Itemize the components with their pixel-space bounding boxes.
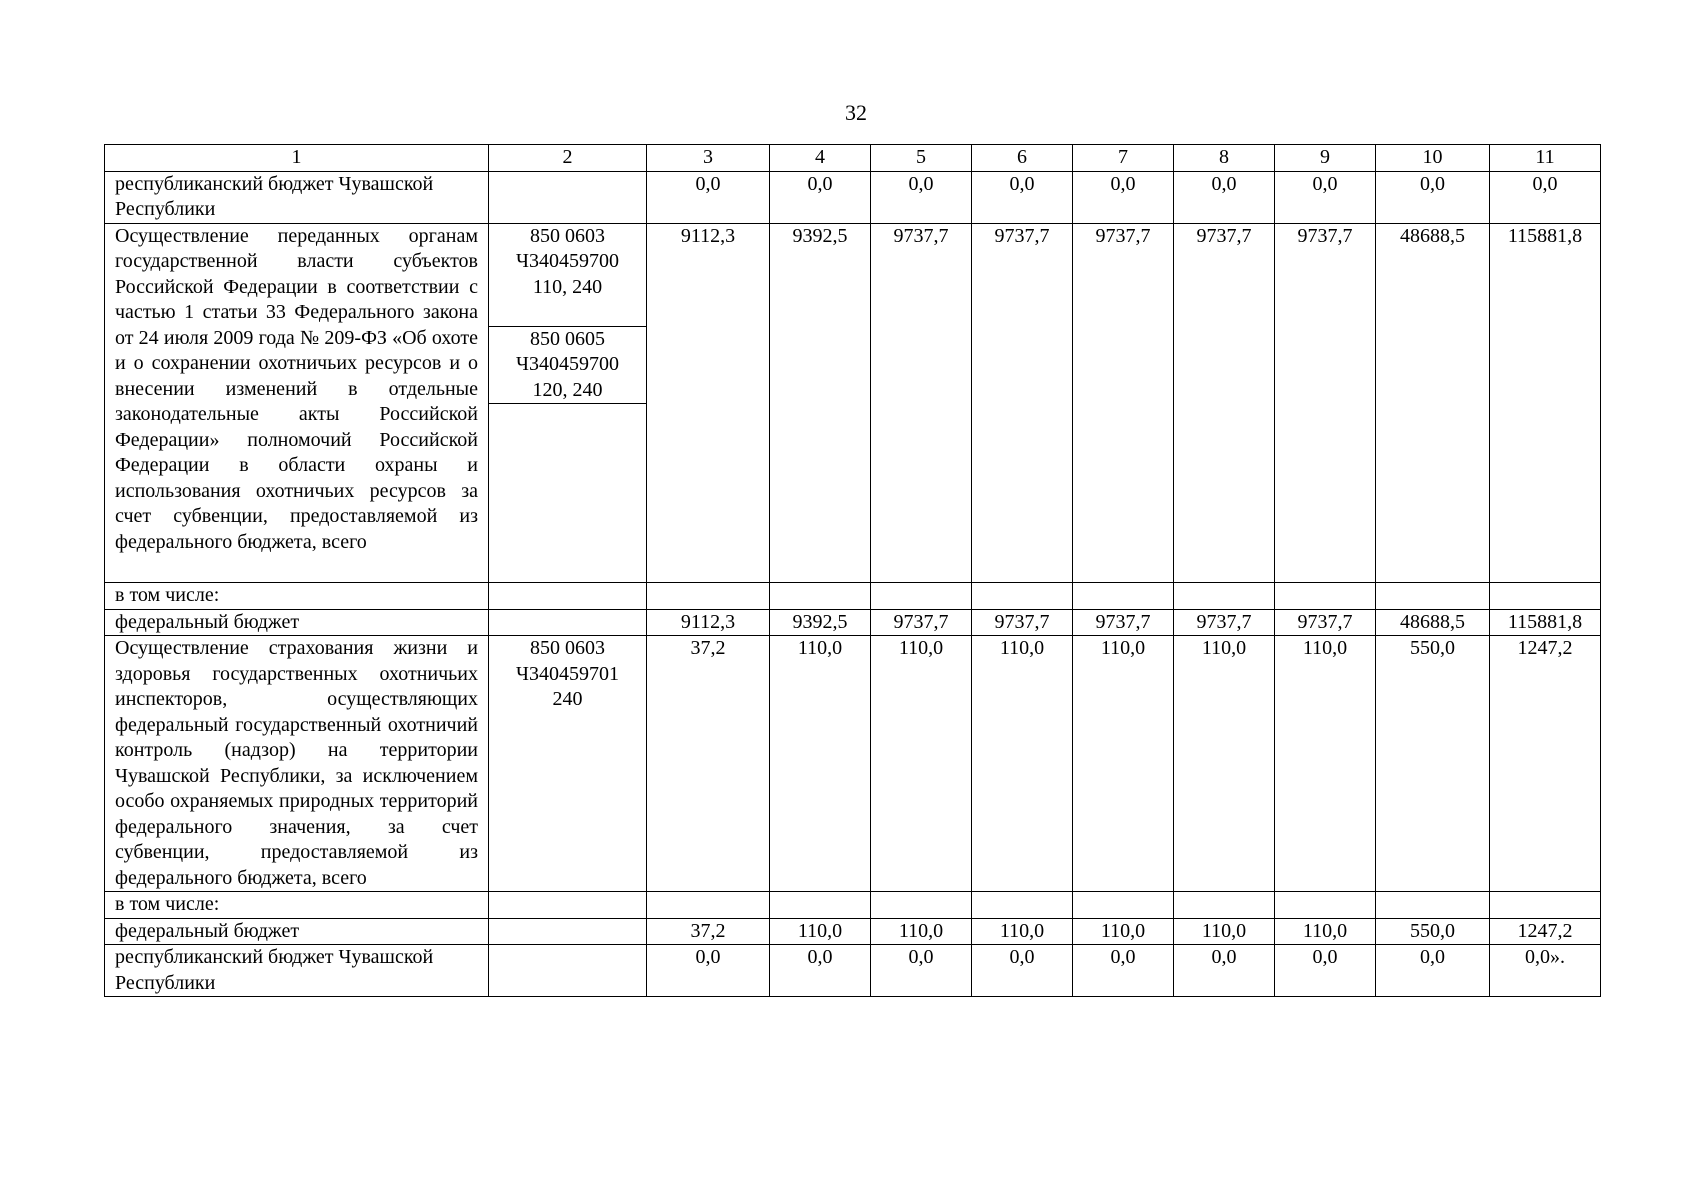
row-value: 0,0 [770, 945, 871, 997]
budget-table [104, 144, 1601, 997]
row-value: 48688,5 [1376, 223, 1490, 583]
column-header: 8 [1174, 145, 1275, 172]
row-value: 110,0 [1174, 636, 1275, 892]
column-header: 6 [972, 145, 1073, 172]
row-value [1174, 583, 1275, 610]
row-code [489, 918, 647, 945]
row-value: 9737,7 [972, 609, 1073, 636]
code-line: 110, 240 [532, 275, 603, 298]
table-row [105, 223, 1601, 326]
row-value: 550,0 [1376, 636, 1490, 892]
row-name: федеральный бюджет [105, 918, 489, 945]
row-value: 9737,7 [1073, 609, 1174, 636]
row-name: республиканский бюджет Чувашской Республики [105, 171, 489, 223]
row-value: 110,0 [1174, 918, 1275, 945]
code-line: 850 0605 [530, 327, 605, 350]
row-name: в том числе: [105, 892, 489, 919]
row-value: 0,0 [1275, 171, 1376, 223]
row-value: 37,2 [647, 918, 770, 945]
row-value: 9112,3 [647, 609, 770, 636]
row-value: 0,0 [1376, 171, 1490, 223]
row-value: 110,0 [1073, 918, 1174, 945]
row-value [972, 892, 1073, 919]
row-value [871, 892, 972, 919]
column-header: 2 [489, 145, 647, 172]
column-header: 4 [770, 145, 871, 172]
row-code [489, 636, 647, 892]
row-value [1174, 892, 1275, 919]
row-value: 0,0 [1073, 945, 1174, 997]
row-code [489, 892, 647, 919]
row-value: 0,0 [647, 945, 770, 997]
row-value: 0,0 [1490, 171, 1601, 223]
row-value [1073, 892, 1174, 919]
row-value: 0,0». [1490, 945, 1601, 997]
column-header: 11 [1490, 145, 1601, 172]
row-value: 9737,7 [871, 609, 972, 636]
row-value: 9737,7 [972, 223, 1073, 583]
column-header: 7 [1073, 145, 1174, 172]
row-value [1275, 892, 1376, 919]
column-header: 9 [1275, 145, 1376, 172]
column-header: 3 [647, 145, 770, 172]
row-value: 110,0 [972, 636, 1073, 892]
row-value [1376, 583, 1490, 610]
row-value: 9737,7 [1275, 223, 1376, 583]
row-value [770, 892, 871, 919]
row-value: 0,0 [871, 945, 972, 997]
row-value: 0,0 [647, 171, 770, 223]
row-value [647, 892, 770, 919]
row-value: 9112,3 [647, 223, 770, 583]
row-value: 0,0 [1174, 171, 1275, 223]
row-value: 0,0 [1275, 945, 1376, 997]
code-line: 850 0603 [530, 637, 605, 659]
row-code [489, 223, 647, 326]
column-header: 1 [105, 145, 489, 172]
row-value [1376, 892, 1490, 919]
row-value: 0,0 [770, 171, 871, 223]
code-line: 850 0603 [530, 224, 605, 247]
row-value: 115881,8 [1490, 223, 1601, 583]
row-value: 110,0 [1275, 918, 1376, 945]
row-value [647, 583, 770, 610]
column-header: 5 [871, 145, 972, 172]
table-row [105, 583, 1601, 610]
row-value: 9737,7 [1275, 609, 1376, 636]
code-line: 240 [552, 688, 583, 710]
row-value: 48688,5 [1376, 609, 1490, 636]
table-header-row [105, 145, 1601, 172]
row-code [489, 583, 647, 610]
row-name: республиканский бюджет Чувашской Республики [105, 945, 489, 997]
row-code [489, 326, 647, 404]
row-value: 0,0 [972, 945, 1073, 997]
row-value: 0,0 [1174, 945, 1275, 997]
row-value: 9392,5 [770, 609, 871, 636]
row-value [1275, 583, 1376, 610]
column-header: 10 [1376, 145, 1490, 172]
row-value: 37,2 [647, 636, 770, 892]
code-line: 120, 240 [532, 378, 603, 401]
table-row [105, 892, 1601, 919]
table-row [105, 609, 1601, 636]
row-code [489, 945, 647, 997]
row-name: Осуществление страхования жизни и здоровья государственных охотничьих инспекторов, осуществляющих федеральный государственный охотничий контроль (надзор) на территории Чувашской Республики, за исключением особо охраняемых природных территорий федерального значения, за счет субвенции, предоставляемой из федерального бюджета, всего [105, 636, 489, 892]
row-name: в том числе: [105, 583, 489, 610]
row-value: 9392,5 [770, 223, 871, 583]
row-value: 0,0 [972, 171, 1073, 223]
table-row [105, 945, 1601, 997]
row-value: 0,0 [1073, 171, 1174, 223]
row-value: 9737,7 [1174, 609, 1275, 636]
row-value: 0,0 [1376, 945, 1490, 997]
row-code [489, 404, 647, 583]
row-code [489, 171, 647, 223]
row-value [1490, 892, 1601, 919]
row-value: 110,0 [972, 918, 1073, 945]
row-code [489, 609, 647, 636]
row-value: 9737,7 [1073, 223, 1174, 583]
row-name: Осуществление переданных органам государственной власти субъектов Российской Федерации в соответствии с частью 1 статьи 33 Федерального закона от 24 июля 2009 года № 209-ФЗ «Об охоте и о сохранении охотничьих ресурсов и о внесении изменений в отдельные законодательные акты Российской Федерации» полномочий Российской Федерации в области охраны и использования охотничьих ресурсов за счет субвенции, предоставляемой из федерального бюджета, всего [105, 223, 489, 583]
row-value: 110,0 [871, 636, 972, 892]
code-line: Ч340459700 [516, 250, 619, 272]
row-value: 1247,2 [1490, 636, 1601, 892]
row-value: 550,0 [1376, 918, 1490, 945]
table-row [105, 636, 1601, 892]
row-value: 110,0 [1275, 636, 1376, 892]
page-number: 32 [845, 100, 867, 125]
code-line: Ч340459701 [516, 662, 619, 685]
table-row [105, 918, 1601, 945]
row-value: 0,0 [871, 171, 972, 223]
row-value [1490, 583, 1601, 610]
row-name: федеральный бюджет [105, 609, 489, 636]
row-value: 9737,7 [1174, 223, 1275, 583]
row-value: 110,0 [871, 918, 972, 945]
row-value: 1247,2 [1490, 918, 1601, 945]
row-value [770, 583, 871, 610]
row-value: 9737,7 [871, 223, 972, 583]
row-value [1073, 583, 1174, 610]
code-line: Ч340459700 [516, 353, 619, 375]
table-row [105, 171, 1601, 223]
row-value: 110,0 [1073, 636, 1174, 892]
row-value: 110,0 [770, 918, 871, 945]
row-value: 110,0 [770, 636, 871, 892]
row-value: 115881,8 [1490, 609, 1601, 636]
row-value [972, 583, 1073, 610]
row-value [871, 583, 972, 610]
